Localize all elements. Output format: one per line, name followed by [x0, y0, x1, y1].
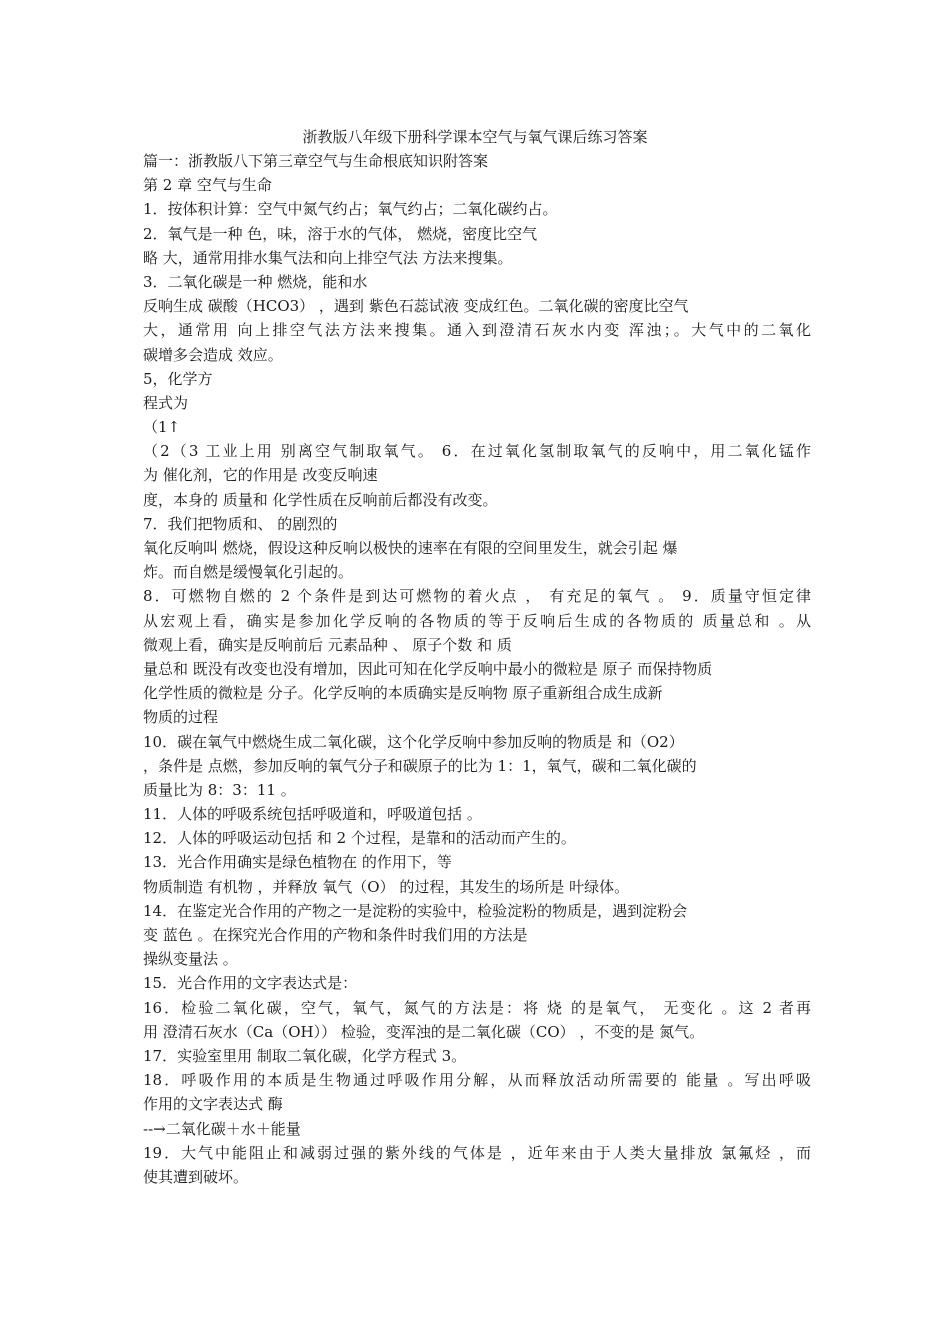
text-line: 8．可燃物自燃的 2 个条件是到达可燃物的着火点 ， 有充足的氧气 。 9．质量守恒定律 [143, 587, 811, 606]
text-line: 使其遭到破坏。 [143, 1167, 249, 1186]
text-line: 3．二氧化碳是一种 燃烧，能和水 [143, 272, 368, 291]
text-line: 程式为 [143, 393, 189, 412]
text-line: 作用的文字表达式 酶 [143, 1095, 283, 1114]
text-line: 第 2 章 空气与生命 [143, 176, 272, 195]
text-line: 碳增多会造成 效应。 [143, 345, 283, 364]
text-line: 用 澄清石灰水（Ca（OH）） 检验，变浑浊的是二氧化碳（CO） ，不变的是 氮气。 [143, 1022, 705, 1041]
text-line: 12．人体的呼吸运动包括 和 2 个过程，是靠和的活动而产生的。 [143, 829, 576, 848]
text-line: ，条件是 点燃，参加反响的氧气分子和碳原子的比为 1：1，氧气，碳和二氧化碳的 [143, 756, 697, 775]
text-line: 5，化学方 [143, 369, 213, 388]
text-line: 2．氧气是一种 色，味，溶于水的气体， 燃烧，密度比空气 [143, 224, 538, 243]
text-line: 篇一：浙教版八下第三章空气与生命根底知识附答案 [143, 152, 489, 170]
text-line: （2（3 工业上用 别离空气制取氧气。 6．在过氧化氢制取氧气的反响中，用二氧化锰作 [143, 442, 811, 461]
text-line: 反响生成 碳酸（HCO3） ，遇到 紫色石蕊试液 变成红色。二氧化碳的密度比空气 [143, 297, 689, 316]
text-line: （1↑ [143, 418, 181, 437]
text-line: 微观上看，确实是反响前后 元素品种 、 原子个数 和 质 [143, 635, 512, 654]
text-line: 10．碳在氧气中燃烧生成二氧化碳，这个化学反响中参加反响的物质是 和（O2） [143, 732, 684, 751]
text-line: 17．实验室里用 制取二氧化碳，化学方程式 3。 [143, 1046, 467, 1065]
text-line: 大，通常用 向上排空气法方法来搜集。通入到澄清石灰水内变 浑浊；。大气中的二氧化 [143, 321, 811, 340]
text-line: --→二氧化碳＋水＋能量 [143, 1119, 301, 1138]
text-line: 操纵变量法 。 [143, 950, 238, 969]
text-line: 11．人体的呼吸系统包括呼吸道和，呼吸道包括 。 [143, 805, 482, 824]
text-line: 略 大，通常用排水集气法和向上排空气法 方法来搜集。 [143, 248, 513, 267]
text-line: 度，本身的 质量和 化学性质在反响前后都没有改变。 [143, 490, 498, 509]
document-title: 浙教版八年级下册科学课本空气与氧气课后练习答案 [302, 128, 648, 146]
text-line: 量总和 既没有改变也没有增加，因此可知在化学反响中最小的微粒是 原子 而保持物质 [143, 659, 713, 678]
text-line: 19．大气中能阻止和减弱过强的紫外线的气体是 ，近年来由于人类大量排放 氯氟烃 ，而 [143, 1143, 811, 1162]
text-line: 为 催化剂，它的作用是 改变反响速 [143, 466, 378, 485]
text-line: 18．呼吸作用的本质是生物通过呼吸作用分解，从而释放活动所需要的 能量 。写出呼吸 [143, 1071, 811, 1090]
text-line: 变 蓝色 。在探究光合作用的产物和条件时我们用的方法是 [143, 926, 528, 944]
text-line: 氧化反响叫 燃烧，假设这种反响以极快的速率在有限的空间里发生，就会引起 爆 [143, 539, 678, 557]
text-line: 7．我们把物质和、 的剧烈的 [143, 514, 338, 533]
text-line: 13．光合作用确实是绿色植物在 的作用下，等 [143, 853, 452, 872]
text-line: 化学性质的微粒是 分子。化学反响的本质确实是反响物 原子重新组合成生成新 [143, 684, 663, 703]
text-line: 从宏观上看，确实是参加化学反响的各物质的等于反响后生成的各物质的 质量总和 。从 [143, 611, 811, 630]
text-line: 14．在鉴定光合作用的产物之一是淀粉的实验中，检验淀粉的物质是，遇到淀粉会 [143, 901, 688, 920]
text-line: 炸。而自燃是缓慢氧化引起的。 [143, 563, 354, 582]
text-line: 1．按体积计算：空气中氮气约占；氧气约占；二氧化碳约占。 [143, 200, 558, 219]
text-line: 物质的过程 [143, 708, 219, 727]
text-line: 物质制造 有机物 ，并释放 氧气（O） 的过程，其发生的场所是 叶绿体。 [143, 877, 630, 896]
text-line: 16．检验二氧化碳，空气，氧气，氮气的方法是：将 烧 的是氧气， 无变化 。这 2 者再 [143, 998, 811, 1017]
text-line: 质量比为 8：3：11 。 [143, 780, 296, 799]
document-body [143, 149, 811, 1189]
text-line: 15．光合作用的文字表达式是： [143, 974, 358, 993]
